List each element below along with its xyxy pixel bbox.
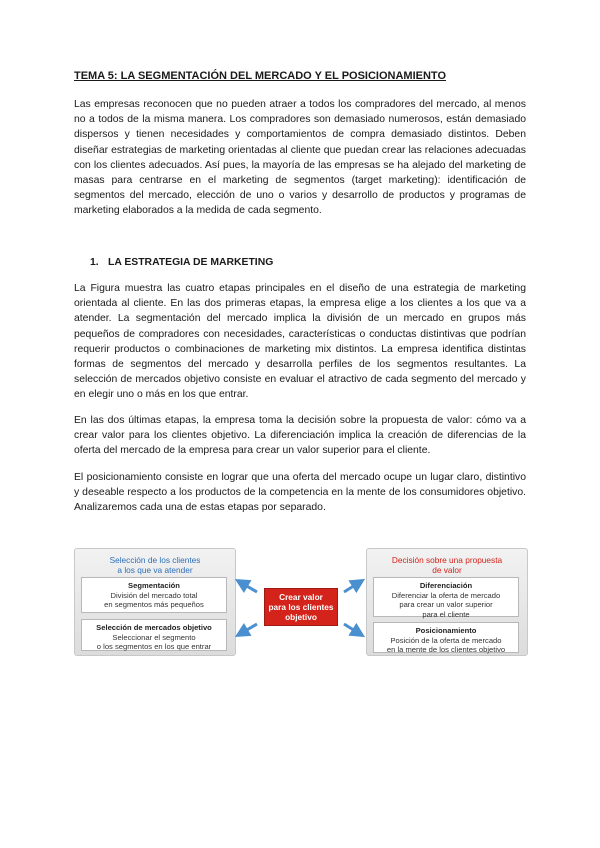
section-heading bbox=[90, 257, 273, 268]
arrow-to-target-selection bbox=[240, 624, 257, 634]
arrow-to-differentiation bbox=[344, 582, 360, 592]
header-line: Selección de los clientes bbox=[109, 555, 201, 565]
section-title: LA ESTRATEGIA DE MARKETING bbox=[108, 257, 274, 268]
header-line: a los que va atender bbox=[117, 565, 193, 575]
box-text-line: Diferenciar la oferta de mercado bbox=[391, 590, 501, 600]
box-text-line: Seleccionar el segmento bbox=[112, 632, 196, 642]
box-text-line: o los segmentos en los que entrar bbox=[96, 642, 212, 652]
center-line: objetivo bbox=[285, 612, 317, 622]
box-text-line: para crear un valor superior bbox=[399, 600, 493, 610]
marketing-strategy-figure bbox=[74, 548, 526, 654]
create-value-box bbox=[264, 588, 338, 626]
document-title: TEMA 5: LA SEGMENTACIÓN DEL MERCADO Y EL POSICIONAMIENTO bbox=[74, 70, 446, 82]
center-line: para los clientes bbox=[268, 602, 334, 612]
value-proposition-panel bbox=[366, 548, 528, 656]
box-text-line: en segmentos más pequeños bbox=[104, 600, 204, 610]
paragraph-stages: La Figura muestra las cuatro etapas principales en el diseño de una estrategia de marketing orientada al cliente. En las dos primeras etapas, la empresa elige a los clientes a los que va a atender. La segmentación del mercado implica la división de un mercado en grupos más pequeños de compradores con necesidades, características o conductas distintivas que podrían requerir productos o combinaciones de marketing mix distintos. La empresa identifica distintas formas de segmentos del mercado y desarrolla perfiles de los segmentos resultantes. La selección de mercados objetivo consiste en evaluar el atractivo de cada segmento del mercado y en elegir uno o más en los que entrar. bbox=[74, 283, 526, 401]
center-line: Crear valor bbox=[279, 592, 323, 602]
positioning-box bbox=[373, 622, 519, 653]
section-number: 1. bbox=[90, 257, 99, 268]
box-text-line: División del mercado total bbox=[110, 590, 198, 600]
header-line: de valor bbox=[432, 565, 462, 575]
differentiation-title: Diferenciación bbox=[419, 581, 473, 590]
paragraph-positioning: El posicionamiento consiste en lograr que una oferta del mercado ocupe un lugar claro, distintivo y deseable respecto a los productos de la competencia en la mente de los consumidores objetivo. Analizaremos cada una de estas etapas por separado. bbox=[74, 472, 526, 514]
box-text-line: en la mente de los clientes objetivo bbox=[386, 645, 506, 655]
segmentation-title: Segmentación bbox=[128, 581, 180, 590]
target-selection-title: Selección de mercados objetivo bbox=[96, 623, 212, 632]
intro-paragraph: Las empresas reconocen que no pueden atraer a todos los compradores del mercado, al menos no a todos de la misma manera. Los compradores son demasiado numerosos, están demasiado dispersos y tienen necesidades y comportamientos de compra demasiado distintos. Deben diseñar estrategias de marketing orientadas al cliente que puedan crear las relaciones adecuadas con los clientes adecuados. Así pues, la mayoría de las empresas se ha alejado del marketing de masas para centrarse en el marketing de segmentos (target marketing): identificación de segmentos del mercado, elección de uno o varios y desarrollo de productos y programas de marketing elaborados a la medida de cada segmento. bbox=[74, 99, 526, 217]
positioning-title: Posicionamiento bbox=[415, 626, 477, 635]
arrow-to-positioning bbox=[344, 624, 360, 634]
value-proposition-header bbox=[367, 555, 527, 575]
paragraph-value: En las dos últimas etapas, la empresa toma la decisión sobre la propuesta de valor: cómo va a crear valor para los clientes objetivo. La diferenciación implica la creación de diferencias de la oferta del mercado de la empresa para crear un valor superior para el cliente. bbox=[74, 415, 526, 457]
arrow-to-segmentation bbox=[240, 582, 257, 592]
box-text-line: para el cliente bbox=[422, 609, 470, 619]
box-text-line: Posición de la oferta de mercado bbox=[390, 635, 502, 645]
header-line: Decisión sobre una propuesta bbox=[391, 555, 503, 565]
differentiation-box bbox=[373, 577, 519, 617]
